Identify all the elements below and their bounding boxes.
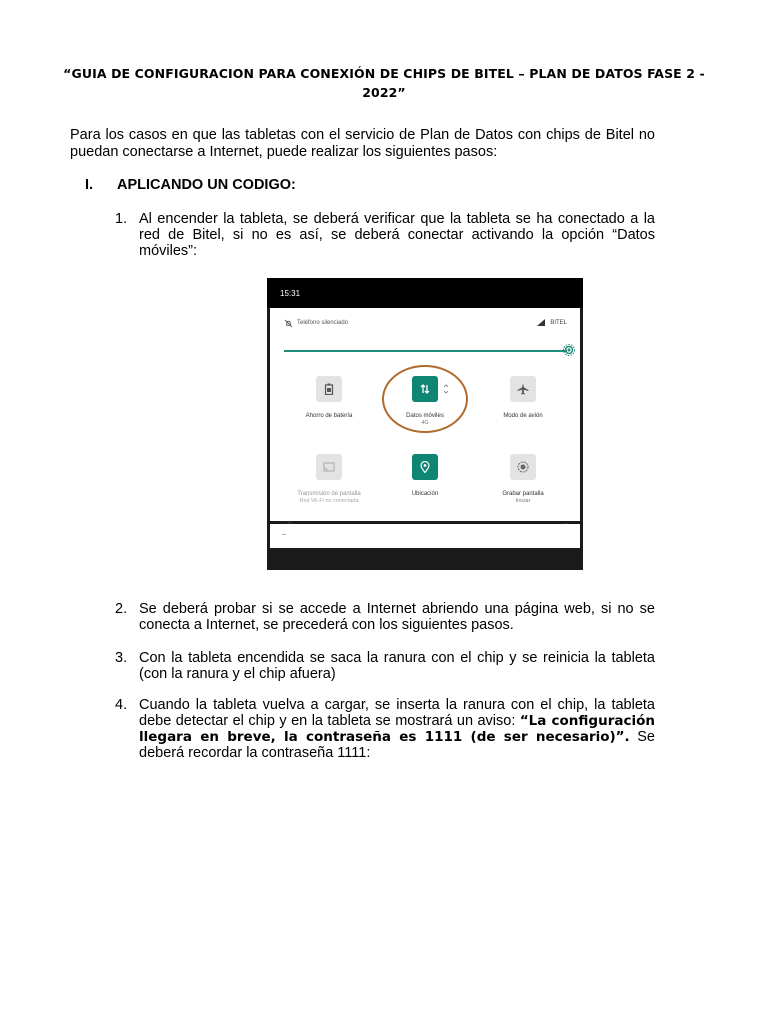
- tile-label: Modo de avión: [503, 413, 543, 419]
- step-number: 1.: [115, 211, 128, 227]
- section-title: APLICANDO UN CODIGO:: [117, 177, 296, 193]
- panel-footer: [270, 524, 580, 548]
- tablet-screenshot: [267, 278, 583, 570]
- step-number: 4.: [115, 697, 128, 713]
- data-arrows-icon: [419, 383, 431, 395]
- tile-location[interactable]: [380, 454, 470, 498]
- signal-icon: [537, 319, 545, 326]
- section-heading: [85, 177, 296, 193]
- tile-screen-cast[interactable]: [284, 454, 374, 505]
- footer-handle: –: [282, 531, 286, 538]
- tile-mobile-data[interactable]: [380, 376, 470, 427]
- tile-sublabel: Iniciar: [515, 498, 531, 504]
- brightness-slider[interactable]: [284, 350, 567, 352]
- step-2: [115, 601, 655, 633]
- quick-settings-panel: [270, 308, 580, 521]
- silent-status-label: Teléfono silenciado: [297, 320, 349, 326]
- step-text-intro: Cuando la tableta vuelva a cargar, se inserta la ranura con el chip, la tableta debe detectar el chip y en la tableta se mostrará un aviso:: [139, 697, 655, 729]
- step-4: [115, 697, 655, 761]
- step-1: [115, 211, 655, 259]
- tile-label: Ahorro de batería: [305, 413, 353, 419]
- tile-sublabel: Red Wi-Fi no conectada: [299, 498, 359, 504]
- tile-battery-saver[interactable]: [284, 376, 374, 420]
- tile-label: Datos móviles: [406, 413, 444, 419]
- section-number: I.: [85, 177, 94, 193]
- tile-label: Grabar pantalla: [502, 491, 544, 497]
- document-title: “GUIA DE CONFIGURACION PARA CONEXIÓN DE CHIPS DE BITEL – PLAN DE DATOS FASE 2 - 2022”: [63, 66, 705, 100]
- cast-icon: [323, 462, 335, 472]
- step-text-outro: Se deberá recordar la contraseña 1111:: [139, 729, 656, 761]
- step-number: 2.: [115, 601, 128, 617]
- tile-label: Ubicación: [411, 491, 439, 497]
- airplane-icon: [517, 383, 529, 395]
- carrier-label: BITEL: [550, 320, 567, 326]
- battery-icon: [324, 383, 334, 395]
- intro-paragraph: Para los casos en que las tabletas con el servicio de Plan de Datos con chips de Bitel no puedan conectarse a Internet, puede realizar los siguientes pasos:: [70, 127, 655, 160]
- chevron-icon: [444, 384, 448, 394]
- tile-sublabel: 4G: [421, 420, 429, 426]
- tile-airplane-mode[interactable]: [478, 376, 568, 420]
- step-3: [115, 650, 655, 682]
- record-icon: [517, 461, 529, 473]
- status-bar: [267, 278, 583, 308]
- tile-label: Transmisión de pantalla: [297, 491, 361, 497]
- mute-icon: [284, 319, 293, 330]
- step-number: 3.: [115, 650, 128, 666]
- step-text: Con la tableta encendida se saca la ranura con el chip y se reinicia la tableta (con la ranura y el chip afuera): [139, 650, 655, 682]
- step-text: [139, 697, 655, 761]
- tile-screen-record[interactable]: [478, 454, 568, 505]
- step-text: Se deberá probar si se accede a Internet abriendo una página web, si no se conecta a Internet, se precederá con los siguientes pasos.: [139, 601, 655, 633]
- location-icon: [420, 461, 430, 473]
- brightness-icon[interactable]: [563, 344, 575, 356]
- status-time: 15:31: [280, 289, 301, 298]
- notice-quote: “La configuración llegara en breve, la contraseña es 1111 (de ser necesario)”.: [139, 713, 655, 745]
- step-text: Al encender la tableta, se deberá verificar que la tableta se ha conectado a la red de Bitel, si no es así, se deberá conectar activando la opción “Datos móviles”:: [139, 211, 655, 259]
